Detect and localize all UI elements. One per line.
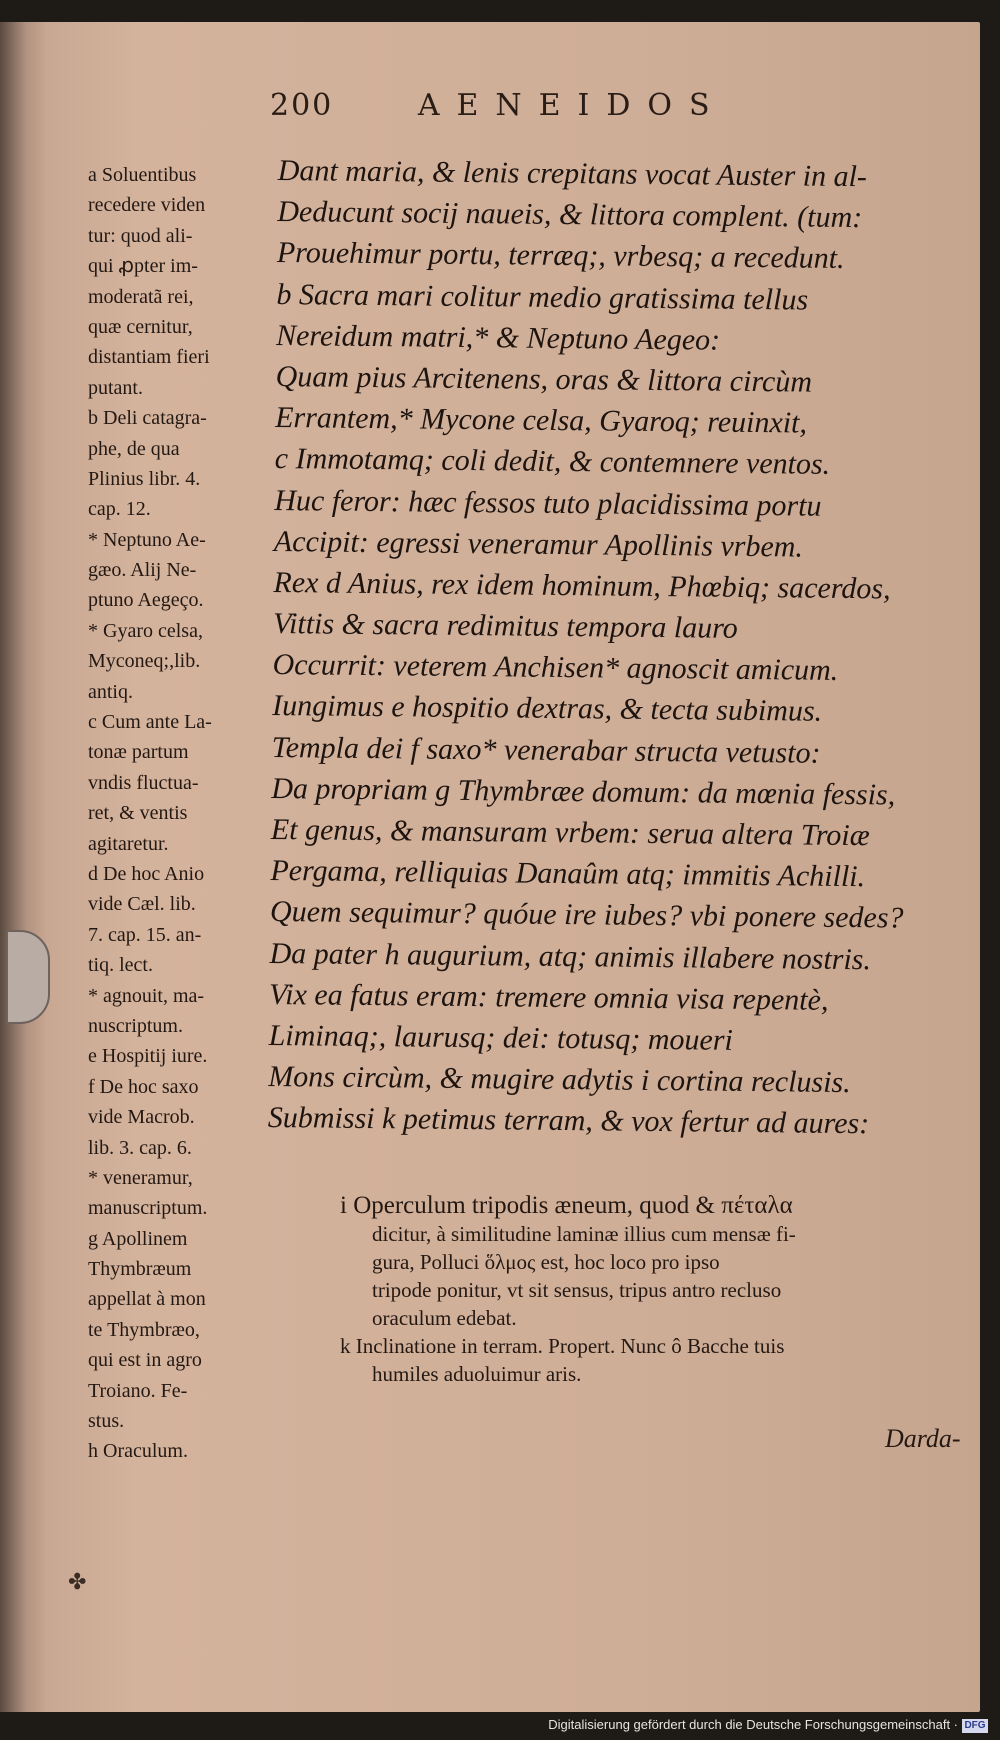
- margin-note-line: putant.: [88, 376, 143, 399]
- margin-note-line: vide Cæl. lib.: [88, 893, 196, 916]
- bookmark-tab: [6, 930, 50, 1024]
- margin-note-line: ret, & ventis: [88, 802, 188, 825]
- verse-line: Templa dei f saxo* venerabar structa vetusto:: [271, 730, 821, 770]
- verse-line: b Sacra mari colitur medio gratissima tellus: [276, 277, 809, 317]
- verse-line: Errantem,* Mycone celsa, Gyaroq; reuinxit,: [275, 401, 808, 440]
- margin-note-line: appellat à mon: [88, 1288, 206, 1311]
- margin-note-line: * agnouit, ma-: [88, 984, 205, 1007]
- margin-note-line: Thymbræum: [88, 1258, 192, 1281]
- margin-note-line: * Gyaro celsa,: [88, 619, 203, 642]
- margin-note-line: antiq.: [88, 680, 133, 703]
- margin-note-line: ptuno Aegeço.: [88, 589, 204, 612]
- footnote-line: humiles aduoluimur aris.: [372, 1362, 582, 1386]
- margin-note-line: qui est in agro: [88, 1349, 202, 1372]
- verse-line: Submissi k petimus terram, & vox fertur ad aures:: [267, 1101, 870, 1141]
- footnote-line: oraculum edebat.: [372, 1306, 517, 1330]
- margin-note-line: g Apollinem: [88, 1227, 188, 1250]
- verse-line: Mons circùm, & mugire adytis i cortina reclusis.: [268, 1060, 851, 1100]
- verse-line: Iungimus e hospitio dextras, & tecta subimus.: [272, 689, 823, 729]
- footnotes: [340, 1192, 980, 1388]
- verse-line: Deducunt socij naueis, & littora complent. (tum:: [277, 195, 863, 235]
- margin-note-line: nuscriptum.: [88, 1014, 183, 1037]
- margin-note-line: vndis fluctua-: [88, 771, 199, 794]
- margin-note-line: manuscriptum.: [88, 1197, 208, 1220]
- margin-note-line: agitaretur.: [88, 832, 169, 855]
- margin-note-line: b Deli catagra-: [88, 407, 207, 430]
- verse-line: c Immotamq; coli dedit, & contemnere ventos.: [274, 442, 831, 482]
- page-number: 200: [270, 88, 334, 123]
- margin-note-line: tonæ partum: [88, 741, 189, 764]
- verse-text: [268, 150, 978, 1146]
- margin-note-line: f De hoc saxo: [88, 1075, 199, 1098]
- ornament-icon: ✤: [68, 1570, 87, 1595]
- verse-line: Liminaq;, laurusq; dei: totusq; moueri: [268, 1018, 734, 1057]
- verse-line: Da pater h augurium, atq; animis illabere nostris.: [269, 936, 872, 976]
- running-title: AENEIDOS: [417, 88, 727, 123]
- footnote-line: tripode ponitur, vt sit sensus, tripus antro recluso: [372, 1278, 782, 1302]
- catchword: Darda-: [885, 1424, 961, 1453]
- margin-note-line: Myconeq;,lib.: [88, 650, 201, 673]
- margin-note-line: qui ꝓpter im-: [88, 255, 198, 278]
- margin-note-line: moderatã rei,: [88, 285, 194, 308]
- margin-note-line: h Oraculum.: [88, 1440, 188, 1463]
- margin-note-line: 7. cap. 15. an-: [88, 923, 202, 946]
- verse-line: Vix ea fatus eram: tremere omnia visa repentè,: [268, 977, 829, 1017]
- verse-line: Nereidum matri,* & Neptuno Aegeo:: [275, 318, 721, 357]
- margin-note-line: * veneramur,: [88, 1166, 193, 1189]
- margin-note-line: * Neptuno Ae-: [88, 528, 206, 551]
- footnote-line: i Operculum tripodis æneum, quod & πέταλα: [340, 1192, 793, 1219]
- margin-notes: [88, 160, 288, 1467]
- margin-note-line: c Cum ante La-: [88, 711, 212, 734]
- verse-line: Rex d Anius, rex idem hominum, Phœbiq; sacerdos,: [273, 565, 891, 606]
- margin-note-line: a Soluentibus: [88, 164, 197, 186]
- margin-note-line: Troiano. Fe-: [88, 1379, 188, 1402]
- margin-note-line: vide Macrob.: [88, 1106, 195, 1129]
- margin-note-line: tur: quod ali-: [88, 224, 193, 247]
- margin-note-line: distantiam fieri: [88, 346, 210, 369]
- verse-line: Quam pius Arcitenens, oras & littora circùm: [275, 359, 813, 399]
- verse-line: Pergama, relliquias Danaûm atq; immitis Achilli.: [270, 854, 866, 894]
- margin-note-line: d De hoc Anio: [88, 862, 205, 885]
- margin-note-line: te Thymbræo,: [88, 1318, 200, 1341]
- margin-note-line: stus.: [88, 1410, 125, 1433]
- page-edge: [0, 22, 26, 1712]
- digitization-credit: Digitalisierung gefördert durch die Deutsche Forschungsgemeinschaft ·: [548, 1717, 958, 1732]
- running-header: [270, 88, 727, 123]
- margin-note-line: gæo. Alij Ne-: [88, 559, 197, 582]
- verse-line: Prouehimur portu, terræq;, vrbesq; a recedunt.: [276, 236, 845, 276]
- verse-line: Quem sequimur? quóue ire iubes? vbi ponere sedes?: [269, 895, 904, 935]
- footnote-line: k Inclinatione in terram. Propert. Nunc ô Bacche tuis: [340, 1334, 785, 1358]
- verse-line: Da propriam g Thymbræe domum: da mœnia fessis,: [271, 771, 896, 812]
- dfg-logo: DFG: [962, 1719, 988, 1733]
- margin-note-line: Plinius libr. 4.: [88, 467, 201, 490]
- margin-note-line: lib. 3. cap. 6.: [88, 1136, 192, 1159]
- margin-note-line: quæ cernitur,: [88, 315, 193, 338]
- margin-note-line: e Hospitij iure.: [88, 1045, 208, 1068]
- margin-note-line: cap. 12.: [88, 498, 151, 521]
- verse-line: Et genus, & mansuram vrbem: serua altera Troiæ: [270, 812, 870, 853]
- verse-line: Dant maria, & lenis crepitans vocat Auster in al-: [277, 153, 868, 194]
- margin-note-line: phe, de qua: [88, 437, 180, 460]
- margin-note-line: recedere viden: [88, 194, 206, 217]
- verse-line: Occurrit: veterem Anchisen* agnoscit amicum.: [272, 648, 839, 688]
- margin-note-line: tiq. lect.: [88, 954, 153, 977]
- verse-line: Vittis & sacra redimitus tempora lauro: [272, 607, 738, 645]
- verse-line: Accipit: egressi veneramur Apollinis vrbem.: [273, 524, 804, 564]
- footnote-line: dicitur, à similitudine laminæ illius cum mensæ fi-: [372, 1222, 796, 1246]
- footnote-line: gura, Polluci ὅλμος est, hoc loco pro ipso: [372, 1250, 720, 1274]
- verse-line: Huc feror: hæc fessos tuto placidissima portu: [274, 483, 822, 523]
